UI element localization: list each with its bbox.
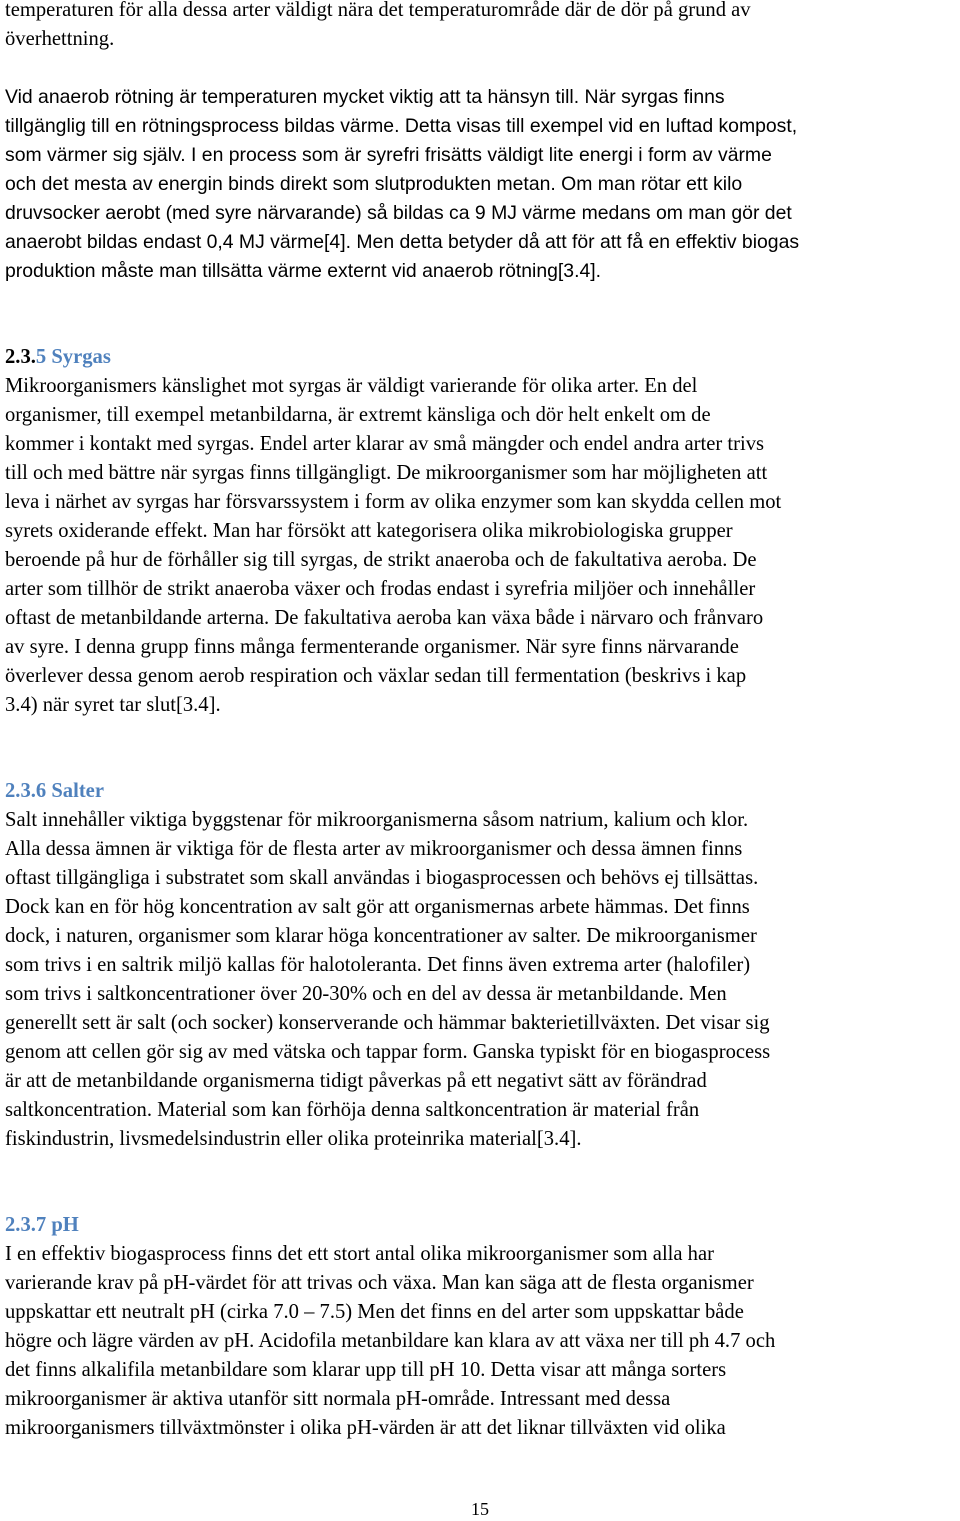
text-line: druvsocker aerobt (med syre närvarande) så bildas ca 9 MJ värme medans om man gör det <box>5 202 792 224</box>
text-line: organismer, till exempel metanbildarna, är extremt känsliga och dör helt enkelt om de <box>5 404 711 426</box>
section-heading-ph <box>5 1211 957 1240</box>
text-line: leva i närhet av syrgas har försvarssystem i form av olika enzymer som kan skydda cellen mot <box>5 491 782 513</box>
text-line: oftast tillgängliga i substratet som skall användas i biogasprocessen och behövs ej tillsättas. <box>5 867 759 889</box>
text-line: mikroorganismer är aktiva utanför sitt normala pH-område. Intressant med dessa <box>5 1388 671 1410</box>
document-page <box>5 0 957 1443</box>
text-line: kommer i kontakt med syrgas. Endel arter klarar av små mängder och endel andra arter trivs <box>5 433 765 455</box>
section-title: pH <box>51 1214 79 1236</box>
section-number-prefix: 2.3. <box>5 780 36 802</box>
intro-paragraph <box>5 0 957 54</box>
section-body-salter <box>5 806 957 1154</box>
text-line: överhettning. <box>5 28 115 50</box>
page-number: 15 <box>471 1499 489 1519</box>
anaerob-paragraph <box>5 83 957 286</box>
section-heading-salter <box>5 777 957 806</box>
text-line: högre och lägre värden av pH. Acidofila metanbildare kan klara av att växa ner till ph 4.7 och <box>5 1330 776 1352</box>
text-line: anaerobt bildas endast 0,4 MJ värme[4]. Men detta betyder då att för att få en effektiv biogas <box>5 231 800 253</box>
text-line: beroende på hur de förhåller sig till syrgas, de strikt anaeroba och de fakultativa aeroba. De <box>5 549 757 571</box>
text-line: mikroorganismers tillväxtmönster i olika pH-värden är att det liknar tillväxten vid olika <box>5 1417 726 1439</box>
text-line: som trivs i en saltrik miljö kallas för halotoleranta. Det finns även extrema arter (halofiler) <box>5 954 751 976</box>
text-line: Vid anaerob rötning är temperaturen mycket viktig att ta hänsyn till. När syrgas finns <box>5 86 725 108</box>
text-line: som värmer sig själv. I en process som är syrefri frisätts väldigt lite energi i form av värme <box>5 144 772 166</box>
text-line: Mikroorganismers känslighet mot syrgas är väldigt varierande för olika arter. En del <box>5 375 698 397</box>
text-line: 3.4) när syret tar slut[3.4]. <box>5 694 221 716</box>
text-line: det finns alkalifila metanbildare som klarar upp till pH 10. Detta visar att många sorters <box>5 1359 727 1381</box>
text-line: saltkoncentration. Material som kan förhöja denna saltkoncentration är material från <box>5 1099 700 1121</box>
section-number-prefix: 2.3. <box>5 346 36 368</box>
text-line: genom att cellen gör sig av med vätska och tappar form. Ganska typiskt för en biogasprocess <box>5 1041 771 1063</box>
section-body-ph <box>5 1240 957 1443</box>
text-line: som trivs i saltkoncentrationer över 20-30% och en del av dessa är metanbildande. Men <box>5 983 727 1005</box>
text-line: generellt sett är salt (och socker) konserverande och hämmar bakterietillväxten. Det visar sig <box>5 1012 770 1034</box>
section-body-syrgas <box>5 372 957 720</box>
text-line: fiskindustrin, livsmedelsindustrin eller olika proteinrika material[3.4]. <box>5 1128 582 1150</box>
text-line: I en effektiv biogasprocess finns det ett stort antal olika mikroorganismer som alla har <box>5 1243 714 1265</box>
text-line: varierande krav på pH-värdet för att trivas och växa. Man kan säga att de flesta organismer <box>5 1272 754 1294</box>
text-line: dock, i naturen, organismer som klarar höga koncentrationer av salter. De mikroorganismer <box>5 925 757 947</box>
text-line: temperaturen för alla dessa arter väldigt nära det temperaturområde där de dör på grund av <box>5 0 751 21</box>
section-number-prefix: 2.3. <box>5 1214 36 1236</box>
section-title: Salter <box>51 780 104 802</box>
text-line: produktion måste man tillsätta värme externt vid anaerob rötning[3.4]. <box>5 260 602 282</box>
text-line: syrets oxiderande effekt. Man har försökt att kategorisera olika mikrobiologiska grupper <box>5 520 733 542</box>
text-line: av syre. I denna grupp finns många fermenterande organismer. När syre finns närvarande <box>5 636 739 658</box>
section-number-suffix: 6 <box>35 780 47 802</box>
section-number-suffix: 5 <box>35 346 47 368</box>
section-heading-syrgas <box>5 343 957 372</box>
text-line: Dock kan en för hög koncentration av salt gör att organismernas arbete hämmas. Det finns <box>5 896 750 918</box>
text-line: Alla dessa ämnen är viktiga för de flesta arter av mikroorganismer och dessa ämnen finns <box>5 838 743 860</box>
text-line: Salt innehåller viktiga byggstenar för mikroorganismerna såsom natrium, kalium och klor. <box>5 809 749 831</box>
section-number-suffix: 7 <box>35 1214 47 1236</box>
text-line: och det mesta av energin binds direkt som slutprodukten metan. Om man rötar ett kilo <box>5 173 743 195</box>
text-line: är att de metanbildande organismerna tidigt påverkas på ett negativt sätt av förändrad <box>5 1070 707 1092</box>
text-line: till och med bättre när syrgas finns tillgängligt. De mikroorganismer som har möjligheten att <box>5 462 768 484</box>
section-title: Syrgas <box>51 346 111 368</box>
text-line: överlever dessa genom aerob respiration och växlar sedan till fermentation (beskrivs i kap <box>5 665 747 687</box>
text-line: tillgänglig till en rötningsprocess bildas värme. Detta visas till exempel vid en luftad kompost, <box>5 115 798 137</box>
text-line: oftast de metanbildande arterna. De fakultativa aeroba kan växa både i närvaro och frånvaro <box>5 607 764 629</box>
text-line: arter som tillhör de strikt anaeroba växer och frodas endast i syrefria miljöer och innehåller <box>5 578 756 600</box>
text-line: uppskattar ett neutralt pH (cirka 7.0 – 7.5) Men det finns en del arter som uppskattar både <box>5 1301 744 1323</box>
